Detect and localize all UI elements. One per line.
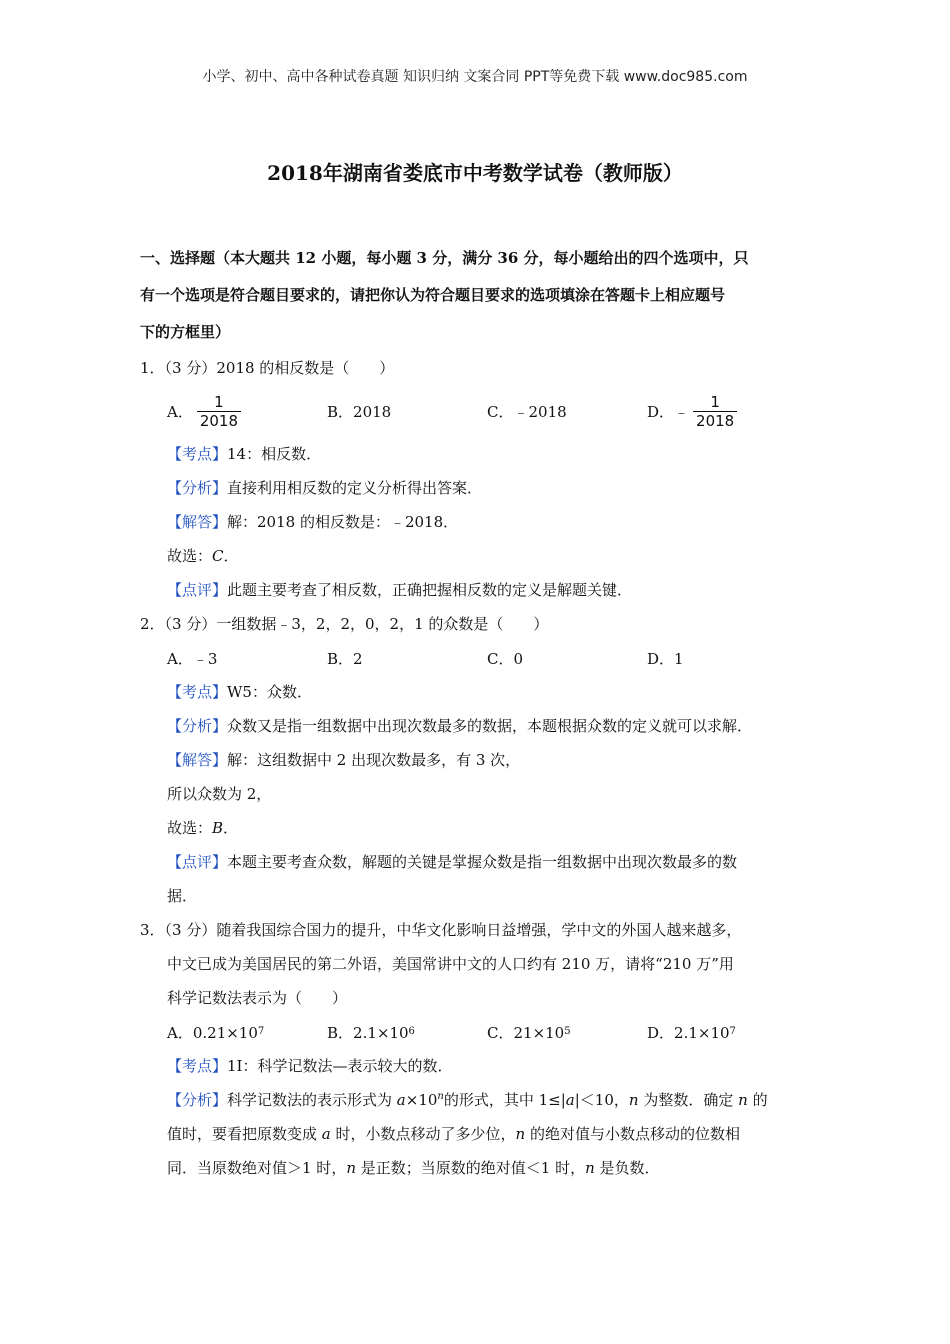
option-label: D．﹣ xyxy=(647,402,690,421)
q2-option-d: D．1 xyxy=(647,649,684,668)
section-line-1: 一、选择题（本大题共 12 小题，每小题 3 分，满分 36 分，每小题给出的四个选项中，只 xyxy=(140,249,749,267)
fraction xyxy=(197,393,241,430)
fenxi-text: 值时，要看把原数变成 xyxy=(167,1125,322,1143)
page-header: 小学、初中、高中各种试卷真题 知识归纳 文案合同 PPT等免费下载 www.doc985.com xyxy=(202,69,748,85)
fenxi-text: 的形式，其中 1≤| xyxy=(443,1091,566,1109)
q3-option-d: D．2.1×10 7 xyxy=(647,1023,736,1042)
tag-fenxi: 【分析】 xyxy=(167,479,228,497)
kaodian-text: W5：众数． xyxy=(227,683,312,701)
q2-fenxi xyxy=(140,709,820,743)
section-line-2: 有一个选项是符合题目要求的，请把你认为符合题目要求的选项填涂在答题卡上相应题号 xyxy=(140,286,726,304)
fenxi-text: |＜10， xyxy=(574,1091,629,1109)
dianping-text: 此题主要考查了相反数，正确把握相反数的定义是解题关键． xyxy=(227,581,633,599)
q1-options xyxy=(140,385,820,437)
fenxi-text: 直接利用相反数的定义分析得出答案． xyxy=(227,479,483,497)
fenxi-text: 同．当原数绝对值＞1 时， xyxy=(167,1159,347,1177)
math-exponent: n xyxy=(437,1091,444,1102)
math-variable: n xyxy=(346,1159,356,1177)
answer-prefix: 故选： xyxy=(167,547,213,565)
fraction-denominator: 2018 xyxy=(197,411,241,430)
q1-option-d xyxy=(647,393,807,430)
q1-option-a xyxy=(167,393,327,430)
fraction-denominator: 2018 xyxy=(693,411,737,430)
fenxi-text: 的 xyxy=(747,1091,768,1109)
jieda-text: 解：这组数据中 2 出现次数最多，有 3 次， xyxy=(227,751,521,769)
math-variable: a xyxy=(321,1125,331,1143)
fraction-numerator: 1 xyxy=(710,392,720,411)
q2-stem: 2．（3 分）一组数据﹣3，2，2，0，2，1 的众数是（ ） xyxy=(140,615,549,633)
tag-fenxi: 【分析】 xyxy=(167,1091,228,1109)
math-variable: n xyxy=(738,1091,748,1109)
q2-dianping-line-2: 据． xyxy=(167,887,198,905)
q1-kaodian xyxy=(140,437,820,471)
tag-jieda: 【解答】 xyxy=(167,751,228,769)
q3-stem-line-1: 3．（3 分）随着我国综合国力的提升，中华文化影响日益增强，学中文的外国人越来越多， xyxy=(140,921,742,939)
q3-option-b: B．2.1×10 6 xyxy=(327,1023,415,1042)
tag-jieda: 【解答】 xyxy=(167,513,228,531)
q1-fenxi xyxy=(140,471,820,505)
q1-jieda xyxy=(140,505,820,539)
answer-end: ． xyxy=(223,547,239,565)
q2-dianping xyxy=(140,845,820,879)
math-variable: n xyxy=(628,1091,639,1109)
q2-option-b: B．2 xyxy=(327,649,363,668)
q2-option-c: C．0 xyxy=(487,649,524,668)
fraction xyxy=(693,393,737,430)
tag-dianping: 【点评】 xyxy=(167,581,228,599)
fenxi-text: 为整数．确定 xyxy=(638,1091,739,1109)
page-title: 2018年湖南省娄底市中考数学试卷（教师版） xyxy=(267,161,683,185)
q2-jieda xyxy=(140,743,820,777)
fenxi-text: 众数又是指一组数据中出现次数最多的数据，本题根据众数的定义就可以求解． xyxy=(227,717,753,735)
q3-fenxi-line-3 xyxy=(140,1151,820,1185)
q1-stem: 1．（3 分）2018 的相反数是（ ） xyxy=(140,359,395,377)
q3-option-a: A．0.21×10 7 xyxy=(167,1023,265,1042)
tag-fenxi: 【分析】 xyxy=(167,717,228,735)
q3-option-c: C．21×10 5 xyxy=(487,1023,571,1042)
q2-jieda-line-2: 所以众数为 2， xyxy=(167,785,272,803)
answer-prefix: 故选： xyxy=(167,819,213,837)
q2-kaodian xyxy=(140,675,820,709)
math-variable: a xyxy=(396,1091,406,1109)
q1-answer xyxy=(140,539,820,573)
fenxi-text: 的绝对值与小数点移动的位数相 xyxy=(525,1125,740,1143)
fenxi-text: 是负数． xyxy=(594,1159,660,1177)
section-heading xyxy=(140,240,820,351)
option-base: D．2.1×10 xyxy=(647,1023,730,1042)
fenxi-text: 是正数；当原数的绝对值＜1 时， xyxy=(356,1159,586,1177)
q3-fenxi xyxy=(140,1083,820,1117)
tag-kaodian: 【考点】 xyxy=(167,683,228,701)
fenxi-text: ×10 xyxy=(405,1091,438,1109)
answer-letter: B xyxy=(212,819,224,837)
kaodian-text: 14：相反数． xyxy=(227,445,322,463)
q2-options xyxy=(140,641,820,675)
q1-dianping xyxy=(140,573,820,607)
q1-option-c: C．﹣2018 xyxy=(487,402,567,421)
tag-kaodian: 【考点】 xyxy=(167,1057,228,1075)
option-base: C．21×10 xyxy=(487,1023,565,1042)
q3-options xyxy=(140,1015,820,1049)
tag-kaodian: 【考点】 xyxy=(167,445,228,463)
document-body xyxy=(140,240,820,1185)
math-variable: n xyxy=(585,1159,595,1177)
q3-kaodian xyxy=(140,1049,820,1083)
q2-answer xyxy=(140,811,820,845)
fenxi-text: 科学记数法的表示形式为 xyxy=(227,1091,397,1109)
q1-option-b: B．2018 xyxy=(327,402,392,421)
dianping-text: 本题主要考查众数，解题的关键是掌握众数是指一组数据中出现次数最多的数 xyxy=(227,853,738,871)
option-label: A． xyxy=(167,402,193,421)
option-base: A．0.21×10 xyxy=(167,1023,258,1042)
answer-end: ． xyxy=(223,819,239,837)
tag-dianping: 【点评】 xyxy=(167,853,228,871)
math-variable: n xyxy=(515,1125,526,1143)
q3-stem-line-2: 中文已成为美国居民的第二外语，美国常讲中文的人口约有 210 万，请将“210 万”用 xyxy=(167,955,734,973)
fraction-numerator: 1 xyxy=(214,392,224,411)
q2-option-a: A．﹣3 xyxy=(167,649,218,668)
jieda-text: 解：2018 的相反数是：﹣2018． xyxy=(227,513,459,531)
fenxi-text: 时，小数点移动了多少位， xyxy=(330,1125,516,1143)
q3-stem-line-3: 科学记数法表示为（ ） xyxy=(167,989,348,1007)
q3-fenxi-line-2 xyxy=(140,1117,820,1151)
kaodian-text: 1I：科学记数法—表示较大的数． xyxy=(227,1057,453,1075)
answer-letter: C xyxy=(212,547,224,565)
section-line-3: 下的方框里） xyxy=(140,323,231,341)
math-variable: a xyxy=(565,1091,575,1109)
option-base: B．2.1×10 xyxy=(327,1023,409,1042)
